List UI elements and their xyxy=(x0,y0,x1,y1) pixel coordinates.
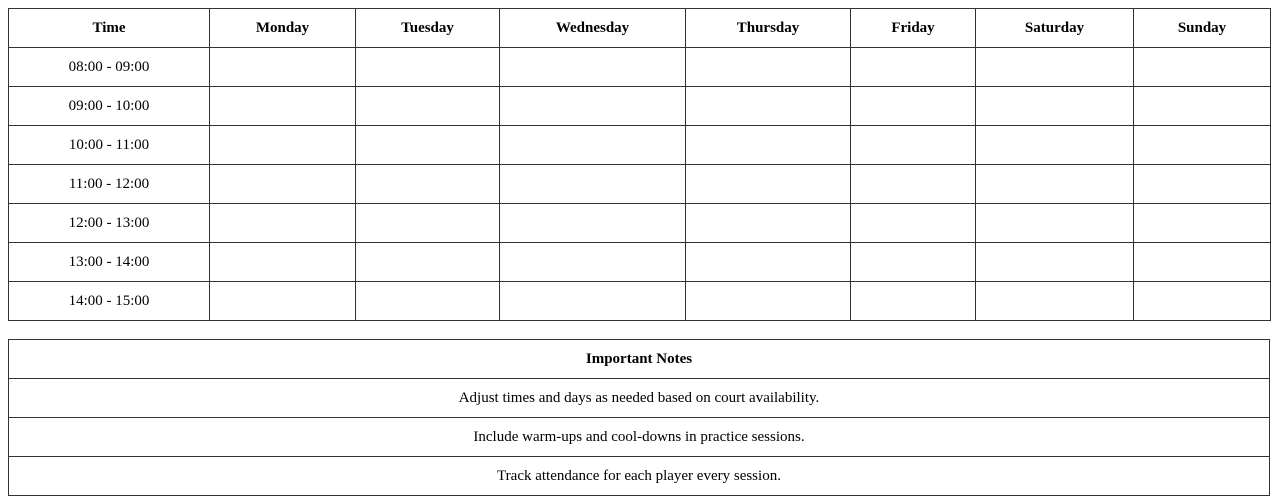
schedule-cell[interactable] xyxy=(1134,165,1271,204)
schedule-table xyxy=(8,8,1271,321)
list-item xyxy=(9,418,1270,457)
list-item xyxy=(9,379,1270,418)
header-monday: Monday xyxy=(210,9,356,48)
schedule-cell[interactable] xyxy=(356,126,500,165)
table-row xyxy=(9,243,1271,282)
schedule-cell[interactable] xyxy=(500,48,686,87)
note-text: Track attendance for each player every session. xyxy=(9,457,1270,496)
schedule-cell[interactable] xyxy=(500,165,686,204)
header-time: Time xyxy=(9,9,210,48)
header-thursday: Thursday xyxy=(686,9,851,48)
table-row xyxy=(9,204,1271,243)
schedule-cell[interactable] xyxy=(851,48,976,87)
schedule-cell[interactable] xyxy=(356,243,500,282)
header-sunday: Sunday xyxy=(1134,9,1271,48)
schedule-cell[interactable] xyxy=(976,126,1134,165)
time-cell: 08:00 - 09:00 xyxy=(9,48,210,87)
note-text: Adjust times and days as needed based on court availability. xyxy=(9,379,1270,418)
schedule-cell[interactable] xyxy=(500,87,686,126)
schedule-cell[interactable] xyxy=(1134,243,1271,282)
schedule-cell[interactable] xyxy=(210,165,356,204)
schedule-cell[interactable] xyxy=(976,87,1134,126)
time-cell: 09:00 - 10:00 xyxy=(9,87,210,126)
list-item xyxy=(9,457,1270,496)
time-cell: 10:00 - 11:00 xyxy=(9,126,210,165)
schedule-cell[interactable] xyxy=(976,243,1134,282)
schedule-cell[interactable] xyxy=(851,165,976,204)
header-friday: Friday xyxy=(851,9,976,48)
schedule-cell[interactable] xyxy=(356,204,500,243)
schedule-cell[interactable] xyxy=(686,282,851,321)
schedule-cell[interactable] xyxy=(356,48,500,87)
schedule-cell[interactable] xyxy=(686,204,851,243)
schedule-cell[interactable] xyxy=(686,126,851,165)
schedule-cell[interactable] xyxy=(210,48,356,87)
time-cell: 14:00 - 15:00 xyxy=(9,282,210,321)
schedule-cell[interactable] xyxy=(851,243,976,282)
schedule-cell[interactable] xyxy=(500,282,686,321)
schedule-cell[interactable] xyxy=(1134,48,1271,87)
schedule-cell[interactable] xyxy=(851,282,976,321)
table-row xyxy=(9,165,1271,204)
schedule-header-row xyxy=(9,9,1271,48)
table-row xyxy=(9,282,1271,321)
schedule-cell[interactable] xyxy=(356,87,500,126)
header-tuesday: Tuesday xyxy=(356,9,500,48)
schedule-cell[interactable] xyxy=(851,204,976,243)
table-row xyxy=(9,126,1271,165)
notes-header-row xyxy=(9,340,1270,379)
schedule-cell[interactable] xyxy=(1134,126,1271,165)
schedule-cell[interactable] xyxy=(500,126,686,165)
notes-title: Important Notes xyxy=(9,340,1270,379)
time-cell: 13:00 - 14:00 xyxy=(9,243,210,282)
schedule-cell[interactable] xyxy=(976,165,1134,204)
schedule-cell[interactable] xyxy=(210,204,356,243)
schedule-cell[interactable] xyxy=(1134,204,1271,243)
notes-table xyxy=(8,339,1270,496)
schedule-cell[interactable] xyxy=(500,243,686,282)
schedule-cell[interactable] xyxy=(500,204,686,243)
schedule-cell[interactable] xyxy=(686,165,851,204)
time-cell: 12:00 - 13:00 xyxy=(9,204,210,243)
schedule-cell[interactable] xyxy=(210,87,356,126)
schedule-cell[interactable] xyxy=(851,126,976,165)
schedule-cell[interactable] xyxy=(851,87,976,126)
time-cell: 11:00 - 12:00 xyxy=(9,165,210,204)
header-wednesday: Wednesday xyxy=(500,9,686,48)
schedule-cell[interactable] xyxy=(686,48,851,87)
schedule-cell[interactable] xyxy=(210,243,356,282)
schedule-cell[interactable] xyxy=(210,282,356,321)
schedule-cell[interactable] xyxy=(356,282,500,321)
schedule-cell[interactable] xyxy=(1134,87,1271,126)
table-row xyxy=(9,87,1271,126)
schedule-cell[interactable] xyxy=(356,165,500,204)
table-row xyxy=(9,48,1271,87)
schedule-cell[interactable] xyxy=(1134,282,1271,321)
schedule-cell[interactable] xyxy=(976,204,1134,243)
schedule-cell[interactable] xyxy=(210,126,356,165)
schedule-cell[interactable] xyxy=(976,48,1134,87)
note-text: Include warm-ups and cool-downs in practice sessions. xyxy=(9,418,1270,457)
schedule-cell[interactable] xyxy=(976,282,1134,321)
schedule-cell[interactable] xyxy=(686,87,851,126)
schedule-cell[interactable] xyxy=(686,243,851,282)
header-saturday: Saturday xyxy=(976,9,1134,48)
